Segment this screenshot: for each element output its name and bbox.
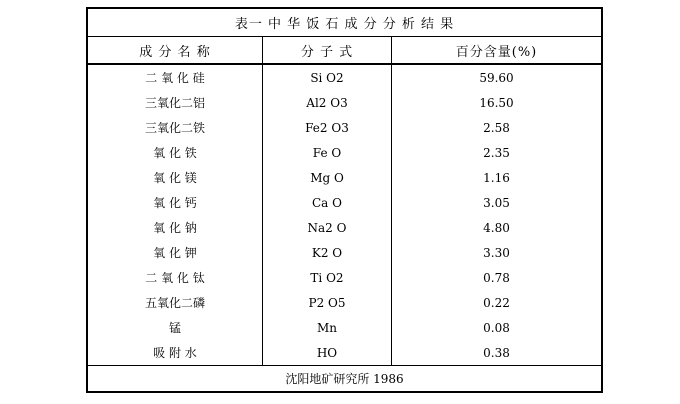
component-name: 氧 化 钾 xyxy=(88,240,263,265)
table-row xyxy=(88,190,601,215)
molecular-formula: Ti O2 xyxy=(263,265,392,290)
table-row xyxy=(88,65,601,90)
table-row xyxy=(88,115,601,140)
table-title: 表一 中 华 饭 石 成 分 分 析 结 果 xyxy=(88,9,601,37)
molecular-formula: Fe O xyxy=(263,140,392,165)
component-name: 氧 化 铁 xyxy=(88,140,263,165)
table-row xyxy=(88,290,601,315)
molecular-formula: Mn xyxy=(263,315,392,340)
percentage-value: 0.08 xyxy=(483,320,510,335)
table-row xyxy=(88,165,601,190)
component-name: 吸 附 水 xyxy=(88,340,263,365)
table-row xyxy=(88,315,601,340)
table-body xyxy=(88,65,601,369)
component-name: 二 氧 化 钛 xyxy=(88,265,263,290)
molecular-formula: Si O2 xyxy=(263,65,392,90)
percentage-value: 4.80 xyxy=(483,220,510,235)
header-component-name: 成 分 名 称 xyxy=(88,37,263,63)
component-name: 氧 化 钙 xyxy=(88,190,263,215)
percentage-value: 2.35 xyxy=(483,145,510,160)
component-name: 三氧化二铁 xyxy=(88,115,263,140)
molecular-formula: Ca O xyxy=(263,190,392,215)
component-name: 三氧化二铝 xyxy=(88,90,263,115)
percentage-value: 16.50 xyxy=(479,95,514,110)
component-name: 氧 化 钠 xyxy=(88,215,263,240)
percentage-value: 1.16 xyxy=(483,170,510,185)
component-name: 锰 xyxy=(88,315,263,340)
composition-table xyxy=(86,7,603,393)
molecular-formula: HO xyxy=(263,340,392,365)
molecular-formula: P2 O5 xyxy=(263,290,392,315)
table-row xyxy=(88,340,601,365)
table-row xyxy=(88,90,601,115)
molecular-formula: K2 O xyxy=(263,240,392,265)
table-row xyxy=(88,140,601,165)
component-name: 五氧化二磷 xyxy=(88,290,263,315)
table-row xyxy=(88,240,601,265)
percentage-value: 0.78 xyxy=(483,270,510,285)
table-footer-source: 沈阳地矿研究所 1986 xyxy=(88,365,601,391)
percentage-value: 2.58 xyxy=(483,120,510,135)
component-name: 氧 化 镁 xyxy=(88,165,263,190)
percentage-value: 0.22 xyxy=(483,295,510,310)
molecular-formula: Al2 O3 xyxy=(263,90,392,115)
table-row xyxy=(88,215,601,240)
table-row xyxy=(88,265,601,290)
table-header-row xyxy=(88,37,601,65)
molecular-formula: Fe2 O3 xyxy=(263,115,392,140)
molecular-formula: Na2 O xyxy=(263,215,392,240)
percentage-value: 3.30 xyxy=(483,245,510,260)
header-percentage: 百分含量(%) xyxy=(455,44,538,60)
component-name: 二 氧 化 硅 xyxy=(88,65,263,90)
percentage-value: 3.05 xyxy=(483,195,510,210)
percentage-value: 59.60 xyxy=(479,70,514,85)
header-formula: 分 子 式 xyxy=(263,37,392,63)
molecular-formula: Mg O xyxy=(263,165,392,190)
percentage-value: 0.38 xyxy=(483,345,510,360)
